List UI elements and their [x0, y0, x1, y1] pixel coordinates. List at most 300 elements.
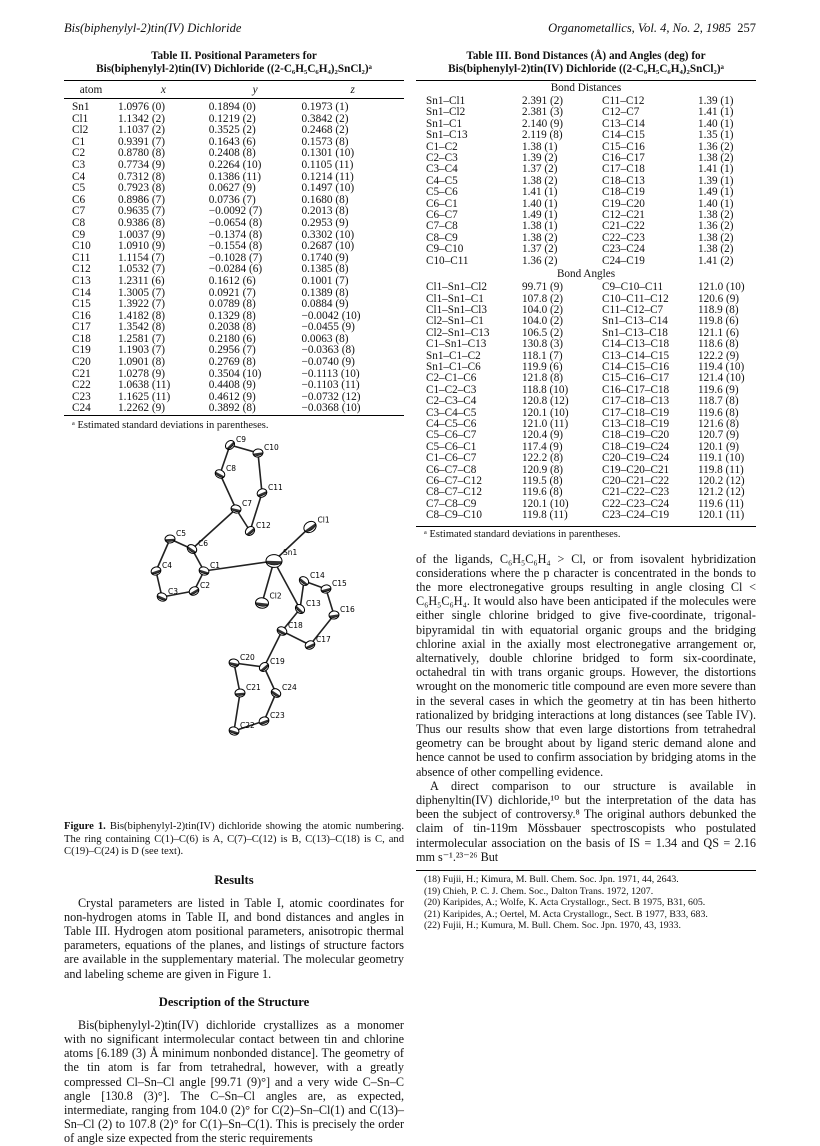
y-cell: −0.1028 (7) [208, 251, 263, 264]
bond-label: C20–C19–C24 [602, 452, 670, 465]
bond-label: Sn1–Cl2 [426, 106, 466, 119]
atom-cell: C18 [72, 332, 91, 345]
bond-label: C12–C7 [602, 106, 640, 119]
y-cell: 0.1612 (6) [208, 274, 256, 287]
bond-value: 1.38 (1) [522, 220, 558, 233]
bond-value: 119.6 (9) [698, 383, 739, 396]
bond-label: Sn1–C1–C2 [426, 349, 481, 362]
atom-cell: C19 [72, 344, 91, 357]
atom-label: C15 [332, 579, 347, 589]
table-row [416, 130, 756, 141]
z-cell: −0.0455 (9) [301, 321, 355, 334]
x-cell: 1.1903 (7) [118, 344, 166, 357]
bond-label: C22–C23–C24 [602, 497, 670, 510]
atom-cell: C2 [72, 147, 86, 160]
bond-label: C15–C16–C17 [602, 372, 670, 385]
bond-value: 1.40 (1) [698, 117, 734, 130]
bond-label: C13–C14 [602, 117, 645, 130]
atom-cell: C21 [72, 367, 91, 380]
bond-label: C21–C22 [602, 220, 645, 233]
x-cell: 1.0901 (8) [118, 356, 166, 369]
bond-label: C11–C12 [602, 95, 645, 107]
bond-label: C15–C16 [602, 140, 645, 153]
x-cell: 0.9635 (7) [118, 205, 166, 218]
bond-label: Cl1–Sn1–Cl3 [426, 303, 487, 316]
col-y: y [209, 81, 302, 99]
z-cell: −0.1113 (10) [301, 367, 360, 380]
bond-line [258, 453, 262, 493]
bond-label: C17–C18 [602, 163, 645, 176]
y-cell: 0.2264 (10) [208, 158, 262, 171]
bond-distances-heading: Bond Distances [416, 81, 756, 97]
references [416, 870, 756, 932]
bond-value: 99.71 (9) [522, 281, 564, 294]
table-row [416, 396, 756, 407]
atom-label: C4 [162, 561, 173, 571]
bond-value: 1.38 (2) [522, 174, 558, 187]
bond-value: 118.7 (8) [698, 395, 739, 408]
bond-value: 1.40 (1) [698, 197, 734, 210]
bond-label: C23–C24–C19 [602, 509, 670, 522]
figure-1-caption [64, 821, 404, 859]
table-row [416, 256, 756, 267]
bond-label: C13–C14–C15 [602, 349, 670, 362]
bond-label: C20–C21–C22 [602, 475, 670, 487]
table2-body [64, 99, 404, 416]
bond-label: C18–C19–C20 [602, 429, 670, 442]
table2-title-1: Table II. Positional Parameters for [151, 50, 317, 62]
atom-cell: C1 [72, 135, 86, 148]
figure-label: Figure 1. [64, 821, 106, 833]
table-row [416, 187, 756, 198]
atom-label: C16 [340, 605, 355, 615]
bond-value: 120.1 (10) [522, 497, 569, 510]
bond-value: 2.140 (9) [522, 117, 564, 130]
bond-label: C4–C5 [426, 174, 458, 187]
atom-cell: Cl1 [72, 112, 89, 125]
bond-label: C7–C8 [426, 220, 458, 233]
atom-cell: C14 [72, 286, 91, 299]
bond-label: C8–C9–C10 [426, 509, 482, 522]
header-journal [548, 21, 756, 36]
col-atom: atom [64, 81, 118, 99]
header-title: Bis(biphenylyl-2)tin(IV) Dichloride [64, 21, 242, 35]
col-z: z [301, 81, 404, 99]
bond-value: 121.0 (11) [522, 417, 569, 430]
y-cell: −0.0654 (8) [208, 216, 263, 229]
bond-value: 119.9 (6) [522, 360, 563, 373]
bond-value: 117.4 (9) [522, 440, 563, 453]
table-row [64, 160, 404, 172]
y-cell: −0.0284 (6) [208, 263, 263, 276]
bond-label: C3–C4–C5 [426, 406, 477, 419]
y-cell: 0.1643 (6) [208, 135, 256, 148]
z-cell: 0.2013 (8) [301, 205, 349, 218]
x-cell: 1.2581 (7) [118, 332, 166, 345]
x-cell: 1.0638 (11) [118, 379, 171, 392]
bond-value: 1.49 (1) [698, 186, 734, 199]
y-cell: 0.2180 (6) [208, 332, 256, 345]
bond-value: 121.2 (12) [698, 486, 745, 499]
bond-value: 1.38 (2) [522, 231, 558, 244]
atom-cell: C11 [72, 251, 91, 264]
y-cell: 0.2769 (8) [208, 356, 256, 369]
bond-label: C22–C23 [602, 231, 645, 244]
bond-value: 118.9 (8) [698, 303, 739, 316]
bond-angles-heading-row [416, 267, 756, 282]
table3-footnote: ᵃ Estimated standard deviations in parentheses. [424, 528, 621, 540]
bond-angles-heading: Bond Angles [556, 267, 616, 280]
z-cell: 0.3302 (10) [301, 228, 355, 241]
bond-label: C1–C2 [426, 140, 458, 153]
bond-label: C16–C17–C18 [602, 383, 670, 396]
atom-label: C9 [236, 435, 247, 445]
bond-label: C21–C22–C23 [602, 486, 670, 499]
table-row [64, 99, 404, 114]
table-row [64, 218, 404, 230]
atom-label: C13 [306, 599, 321, 609]
x-cell: 1.1037 (2) [118, 124, 166, 137]
atom-cell: C10 [72, 240, 91, 253]
bond-label: C18–C19 [602, 186, 645, 199]
table3-caption [416, 50, 756, 76]
atom-cell: C22 [72, 379, 91, 392]
x-cell: 1.0976 (0) [118, 101, 166, 113]
bond-label: C6–C7–C8 [426, 463, 477, 476]
positional-parameters-table [64, 80, 404, 418]
atom-cell: C5 [72, 182, 86, 195]
x-cell: 1.0037 (9) [118, 228, 166, 241]
bond-value: 1.39 (1) [698, 174, 734, 187]
atom-label: C21 [246, 683, 261, 693]
table3-title-1: Table III. Bond Distances (Å) and Angles (deg) for [466, 50, 706, 62]
table-row [416, 282, 756, 293]
table-row [64, 276, 404, 288]
y-cell: 0.1386 (11) [208, 170, 262, 183]
atom-label: C6 [198, 539, 209, 549]
atom-label: C24 [282, 683, 297, 693]
bond-label: C4–C5–C6 [426, 417, 477, 430]
atom-label: C20 [240, 653, 255, 663]
x-cell: 1.1625 (11) [118, 390, 171, 403]
journal-name: Organometallics, Vol. 4, No. 2, 1985 [548, 21, 731, 35]
y-cell: 0.4408 (9) [208, 379, 256, 392]
bond-table [416, 80, 756, 527]
y-cell: 0.2408 (8) [208, 147, 256, 160]
bond-value: 1.41 (1) [698, 163, 734, 176]
z-cell: 0.2687 (10) [301, 240, 355, 253]
atom-cell: C23 [72, 390, 91, 403]
table-row [64, 241, 404, 253]
bond-value: 106.5 (2) [522, 326, 564, 339]
page-number: 257 [737, 21, 756, 35]
reference-item: (22) Fujii, H.; Kumura, M. Bull. Chem. Soc. Jpn. 1970, 43, 1933. [424, 920, 681, 932]
x-cell: 1.0278 (9) [118, 367, 166, 380]
bond-value: 120.9 (8) [522, 463, 564, 476]
x-cell: 1.3542 (8) [118, 321, 166, 334]
atom-label: Sn1 [283, 548, 298, 558]
bond-value: 1.41 (2) [698, 254, 734, 267]
z-cell: 0.3842 (2) [301, 112, 349, 125]
bond-value: 1.37 (2) [522, 243, 558, 256]
z-cell: 0.1001 (7) [301, 274, 349, 287]
table-row [416, 339, 756, 350]
bond-line [220, 474, 236, 509]
discussion-paragraph-2: A direct comparison to our structure is available in diphenyltin(IV) dichloride,¹⁰ but the interpretation of the data has been the subject of controversy.⁸ The original authors debunked the claim of tin-119m Mössbauer spectroscopists who postulated intermolecular association on the basis of IS = 1.34 and QS = 2.16 mm s⁻¹.²³⁻²⁶ But [416, 778, 756, 864]
x-cell: 0.7312 (8) [118, 170, 166, 183]
x-cell: 1.1342 (2) [118, 112, 166, 125]
bond-label: C19–C20 [602, 197, 645, 210]
bond-value: 1.36 (2) [698, 140, 734, 153]
bond-label: C17–C18–C13 [602, 395, 670, 408]
atom-label: C10 [264, 443, 279, 453]
bond-value: 121.6 (8) [698, 417, 740, 430]
y-cell: 0.0627 (9) [208, 182, 256, 195]
bond-label: Sn1–C1–C6 [426, 360, 481, 373]
bond-label: C3–C4 [426, 163, 458, 176]
y-cell: 0.1219 (2) [208, 112, 256, 125]
x-cell: 1.0910 (9) [118, 240, 166, 253]
bond-label: C18–C19–C24 [602, 440, 670, 453]
bond-value: 1.36 (2) [698, 220, 734, 233]
atom-label: C8 [226, 464, 237, 474]
bond-value: 104.0 (2) [522, 315, 564, 328]
atom-label: Cl2 [269, 591, 282, 601]
y-cell: −0.0092 (7) [208, 205, 263, 218]
bond-label: C5–C6 [426, 186, 458, 199]
x-cell: 0.8986 (7) [118, 193, 166, 206]
table-row [416, 244, 756, 255]
table-row [64, 299, 404, 311]
bond-value: 121.8 (8) [522, 372, 564, 385]
table-row [64, 183, 404, 195]
bond-value: 1.38 (1) [522, 140, 558, 153]
table2-header-row [64, 81, 404, 99]
bond-value: 121.1 (6) [698, 326, 740, 339]
bond-value: 2.381 (3) [522, 106, 564, 119]
bond-value: 1.36 (2) [522, 254, 558, 267]
z-cell: 0.1740 (9) [301, 251, 349, 264]
table3-title-2: Bis(biphenylyl-2)tin(IV) Dichloride ((2-C₆H₅C₆H₄)₂SnCl₂)ᵃ [448, 63, 724, 75]
y-cell: 0.0736 (7) [208, 193, 256, 206]
table-row [416, 510, 756, 521]
atom-cell: C15 [72, 298, 91, 311]
table-row [416, 453, 756, 464]
atom-cell: C12 [72, 263, 91, 276]
atom-label: C17 [316, 635, 331, 645]
bond-value: 121.0 (10) [698, 281, 745, 294]
description-heading: Description of the Structure [158, 994, 310, 1009]
atom-cell: C8 [72, 216, 86, 229]
bond-value: 1.35 (1) [698, 129, 734, 142]
bond-label: C14–C15 [602, 129, 645, 142]
y-cell: 0.4612 (9) [208, 390, 256, 403]
bond-value: 119.6 (11) [698, 497, 744, 510]
bond-label: C1–C2–C3 [426, 383, 477, 396]
discussion-paragraph-1: of the ligands, C₆H₅C₆H₄ > Cl, or from isovalent hybridization considerations where the p character is concentrated in the bonds to the more electronegative groups resulting in angle closing Cl < C₆H₅C₆H₄. It would also have been anticipated if the molecules were either single chlorine bridged to give five-coordinate, trigonal-bipyramidal tin with equatorial organic groups and the bridging chlorine axial in the axially most electronegative arrangement or, alternatively, double chlorine bridged to form six-coordinate, octahedral tin with trans organic groups. However, the distortions wrought on the monomeric title compound are even more severe than in the several cases in which the geometry at tin has been hitherto rationalized by bridging interactions at long distances (see Table IV). Thus our results show that even large distortions from tetrahedral geometry can be brought about by ligand steric demand alone and hence cannot be used to confirm association by bridging atoms in the absence of other compelling evidence. [416, 551, 756, 779]
bond-label: Sn1–C13 [426, 129, 468, 142]
bond-label: C2–C3–C4 [426, 395, 477, 408]
atom-cell: C4 [72, 170, 86, 183]
bond-value: 122.2 (8) [522, 452, 564, 465]
bond-value: 2.119 (8) [522, 129, 563, 142]
x-cell: 1.3005 (7) [118, 286, 166, 299]
bond-label: Cl2–Sn1–C13 [426, 326, 490, 339]
bond-label: C9–C10 [426, 243, 464, 256]
bond-label: C7–C8–C9 [426, 497, 477, 510]
z-cell: 0.0063 (8) [301, 332, 349, 345]
col-x: x [118, 81, 209, 99]
bond-value: 119.4 (10) [698, 360, 745, 373]
reference-item: (19) Chieh, P. C. J. Chem. Soc., Dalton Trans. 1972, 1207. [424, 885, 654, 897]
atom-label: C18 [288, 621, 303, 631]
atom-label: C1 [210, 561, 221, 571]
bond-value: 1.38 (2) [698, 243, 734, 256]
left-column [64, 50, 404, 1146]
z-cell: 0.1497 (10) [301, 182, 355, 195]
bond-label: Cl2–Sn1–C1 [426, 315, 484, 328]
atom-label: C2 [200, 581, 211, 591]
z-cell: 0.1385 (8) [301, 263, 349, 276]
bond-value: 1.38 (2) [698, 209, 734, 222]
bond-value: 120.6 (9) [698, 292, 740, 305]
y-cell: 0.3504 (10) [208, 367, 262, 380]
atom-label: C12 [256, 521, 271, 531]
table-row [416, 316, 756, 327]
y-cell: 0.2956 (7) [208, 344, 256, 357]
bond-value: 119.1 (10) [698, 452, 745, 465]
z-cell: 0.1105 (11) [301, 158, 354, 171]
z-cell: −0.1103 (11) [301, 379, 360, 392]
table-row [64, 403, 404, 415]
bond-value: 118.6 (8) [698, 338, 739, 351]
bond-label: C9–C10–C11 [602, 281, 664, 294]
bond-label: Cl1–Sn1–Cl2 [426, 281, 487, 294]
atom-cell: C6 [72, 193, 86, 206]
bond-label: C11–C12–C7 [602, 303, 664, 316]
reference-item: (18) Fujii, H.; Kimura, M. Bull. Chem. Soc. Jpn. 1971, 44, 2643. [424, 874, 679, 886]
atom-cell: C7 [72, 205, 86, 218]
atom-cell: C13 [72, 274, 91, 287]
figure-caption-text: Bis(biphenylyl-2)tin(IV) dichloride showing the atomic numbering. The ring containing C(1)–C(6) is A, C(7)–C(12) is B, C(13)–C(18) is C, and C(19)–C(24) is D (see text). [64, 821, 404, 858]
z-cell: 0.2468 (2) [301, 124, 349, 137]
bond-label: Sn1–C1 [426, 117, 463, 130]
z-cell: −0.0732 (12) [301, 390, 361, 403]
atom-label: C23 [270, 711, 285, 721]
y-cell: −0.1554 (8) [208, 240, 263, 253]
bond-value: 119.8 (11) [522, 509, 568, 522]
running-header [64, 21, 756, 39]
bond-value: 1.38 (2) [698, 152, 734, 165]
bond-label: C8–C9 [426, 231, 458, 244]
bond-label: Cl1–Sn1–C1 [426, 292, 484, 305]
description-paragraph: Bis(biphenylyl-2)tin(IV) dichloride crystallizes as a monomer with no significant intermolecular contact between tin and chlorine atoms [6.189 (3) Å minimum nonbonded distance]. The geometry of the tin atom is far from tetrahedral, however, with a greatly compressed Cl–Sn–Cl angle [99.71 (9)°] and a very wide C–Sn–C angle [130.8 (3)°]. The C–Sn–Cl angles are, as expected, intermediate, ranging from 104.0 (2)° for C(2)–Sn–Cl(1) and C(13)–Sn–Cl (2) to 107.8 (2)° for C(1)–Sn–C(1). This is precisely the order of angle size expected from the steric requirements [64, 1017, 404, 1146]
bond-value: 119.8 (11) [698, 463, 744, 476]
y-cell: 0.1894 (0) [208, 101, 256, 113]
bond-label: C5–C6–C1 [426, 440, 477, 453]
atom-cell: C16 [72, 309, 91, 322]
figure-1 [64, 431, 404, 821]
bond-value: 121.4 (10) [698, 372, 745, 385]
z-cell: 0.1214 (11) [301, 170, 354, 183]
bond-label: C6–C1 [426, 197, 458, 210]
bond-label: C24–C19 [602, 254, 645, 267]
bond-value: 118.1 (7) [522, 349, 563, 362]
x-cell: 1.0532 (7) [118, 263, 166, 276]
bond-label: C14–C13–C18 [602, 338, 670, 351]
atom-label: C3 [168, 587, 179, 597]
bond-line [274, 561, 300, 609]
bond-label: C13–C18–C19 [602, 417, 670, 430]
bond-value: 119.5 (8) [522, 475, 563, 487]
bond-value: 118.8 (10) [522, 383, 569, 396]
right-column [416, 50, 756, 932]
z-cell: −0.0363 (8) [301, 344, 355, 357]
bond-value: 1.39 (2) [522, 152, 558, 165]
z-cell: 0.0884 (9) [301, 298, 349, 311]
z-cell: −0.0368 (10) [301, 402, 361, 415]
bond-value: 119.6 (8) [522, 486, 563, 499]
table2-caption [64, 50, 404, 76]
x-cell: 1.2262 (9) [118, 402, 166, 415]
bond-distances-heading-row [416, 81, 756, 97]
z-cell: 0.1680 (8) [301, 193, 349, 206]
bond-value: 120.1 (10) [522, 406, 569, 419]
bond-label: C17–C18–C19 [602, 406, 670, 419]
bond-value: 1.40 (1) [522, 197, 558, 210]
y-cell: 0.3525 (2) [208, 124, 256, 137]
table2-title-2: Bis(biphenylyl-2)tin(IV) Dichloride ((2-C₆H₅C₆H₄)₂SnCl₂)ᵃ [96, 63, 372, 75]
bond-value: 1.49 (1) [522, 209, 558, 222]
bond-value: 1.37 (2) [522, 163, 558, 176]
atom-cell: Cl2 [72, 124, 89, 137]
atom-label: C14 [310, 571, 325, 581]
atom-label: C19 [270, 657, 285, 667]
x-cell: 1.4182 (8) [118, 309, 166, 322]
atom-label: C22 [240, 721, 255, 731]
bond-value: 120.2 (12) [698, 475, 745, 487]
bond-label: C2–C3 [426, 152, 458, 165]
x-cell: 0.7734 (9) [118, 158, 166, 171]
bond-label: C5–C6–C7 [426, 429, 477, 442]
reference-item: (21) Karipides, A.; Oertel, M. Acta Crystallogr., Sect. B 1977, B33, 683. [424, 908, 708, 920]
bond-label: Sn1–Cl1 [426, 95, 466, 107]
bond-label: C14–C15–C16 [602, 360, 670, 373]
bond-value: 119.8 (6) [698, 315, 739, 328]
bond-value: 107.8 (2) [522, 292, 564, 305]
table-row [64, 357, 404, 369]
table2-footnote: ᵃ Estimated standard deviations in parentheses. [72, 420, 269, 432]
atom-cell: C3 [72, 158, 86, 171]
bond-label: C10–C11–C12 [602, 292, 669, 305]
bond-label: C6–C7–C12 [426, 475, 482, 487]
atom-cell: C24 [72, 402, 91, 415]
bond-value: 122.2 (9) [698, 349, 740, 362]
bond-label: C19–C20–C21 [602, 463, 670, 476]
z-cell: 0.1301 (10) [301, 147, 355, 160]
bond-label: C2–C1–C6 [426, 372, 477, 385]
bond-value: 120.8 (12) [522, 395, 569, 408]
x-cell: 0.9391 (7) [118, 135, 166, 148]
bond-value: 2.391 (2) [522, 95, 564, 107]
x-cell: 0.8780 (8) [118, 147, 166, 160]
bond-value: 120.4 (9) [522, 429, 564, 442]
z-cell: −0.0042 (10) [301, 309, 361, 322]
y-cell: 0.0789 (8) [208, 298, 256, 311]
y-cell: −0.1374 (8) [208, 228, 263, 241]
y-cell: 0.0921 (7) [208, 286, 256, 299]
bond-label: C12–C21 [602, 209, 645, 222]
